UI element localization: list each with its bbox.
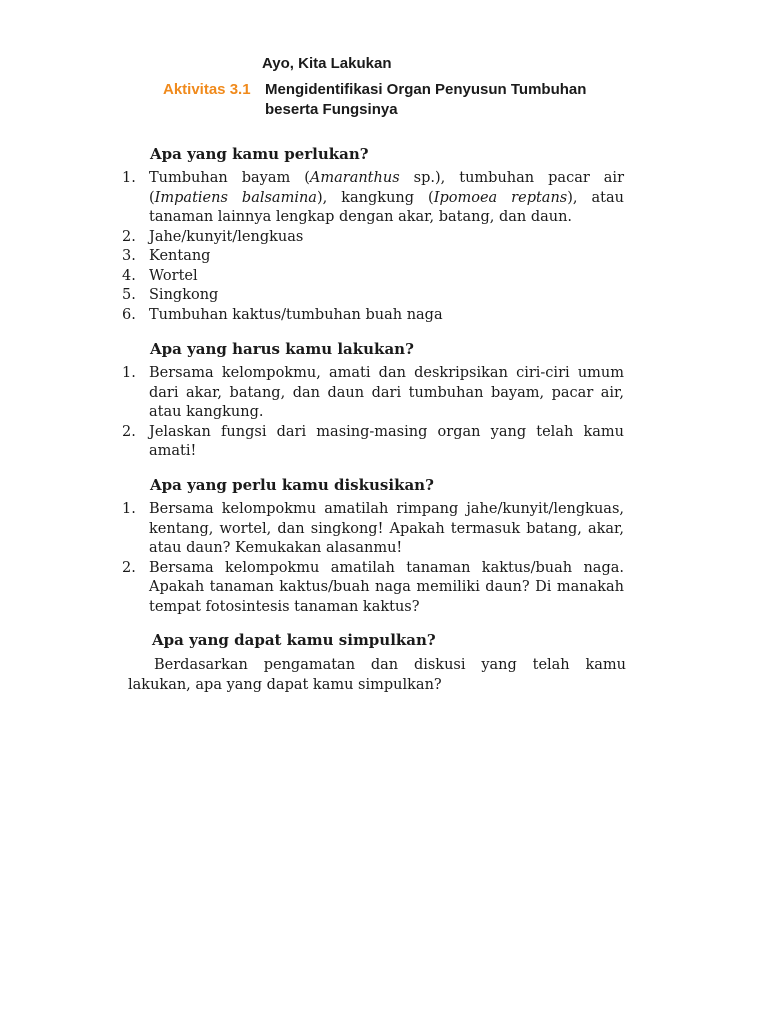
scientific-name: Impatiens balsamina [154,189,317,206]
activity-title: Mengidentifikasi Organ Penyusun Tumbuhan beserta Fungsinya [265,81,587,118]
list-item-number: 2. [122,228,136,245]
list-what-to-do [122,364,624,462]
list-item-text: Jelaskan fungsi dari masing-masing organ yang telah kamu amati! [149,423,624,459]
list-item-text: Bersama kelompokmu, amati dan deskripsikan ciri-ciri umum dari akar, batang, dan daun dari tumbuhan bayam, pacar air, atau kangkung. [149,365,624,420]
list-item-number: 4. [122,267,136,284]
list-item-text: sp.), tumbuhan pacar air ( [149,170,624,206]
list-item-text: Wortel [149,267,198,284]
list-item [122,306,624,326]
list-item-number: 1. [122,170,136,186]
list-item [122,500,624,559]
list-item-text: Singkong [149,287,219,303]
list-item-number: 1. [122,501,136,517]
list-item-text: Bersama kelompokmu amatilah rimpang jahe/kunyit/lengkuas, kentang, wortel, dan singkong! Apakah termasuk batang, akar, atau daun? Kemukakan alasanmu! [149,501,624,556]
heading-what-you-need: Apa yang kamu perlukan? [150,145,369,163]
heading-conclusion: Apa yang dapat kamu simpulkan? [152,631,436,649]
conclusion-paragraph: Berdasarkan pengamatan dan diskusi yang telah kamu lakukan, apa yang dapat kamu simpulkan? [128,657,626,693]
list-discussion [122,500,624,617]
scientific-name: Ipomoea reptans [433,189,568,206]
list-item-text: Kentang [149,248,211,264]
heading-what-to-do: Apa yang harus kamu lakukan? [150,340,414,358]
list-item-number: 2. [122,559,136,576]
list-item-number: 2. [122,423,136,440]
list-item [122,286,624,306]
list-item-text: Bersama kelompokmu amatilah tanaman kaktus/buah naga. Apakah tanaman kaktus/buah naga memiliki daun? Di manakah tempat fotosintesis tanaman kaktus? [149,559,624,615]
list-item [122,228,624,248]
list-item [122,169,624,228]
list-item [122,559,624,618]
section-kicker: Ayo, Kita Lakukan [262,55,392,72]
list-item [122,267,624,287]
list-item [122,247,624,267]
list-item-text: ), kangkung ( [316,189,434,206]
heading-discussion: Apa yang perlu kamu diskusikan? [150,476,434,494]
list-item-number: 6. [122,306,136,323]
list-item-text: Tumbuhan kaktus/tumbuhan buah naga [149,306,443,323]
list-item-number: 1. [122,365,136,381]
list-item-number: 5. [122,287,136,303]
list-item [122,423,624,462]
list-item-text: Tumbuhan bayam ( [149,170,310,186]
list-item-text: Jahe/kunyit/lengkuas [149,228,304,245]
scientific-name: Amaranthus [309,170,400,186]
list-item-number: 3. [122,248,136,264]
activity-label: Aktivitas 3.1 [163,81,251,98]
list-item-text: ), atau tanaman lainnya lengkap dengan akar, batang, dan daun. [149,189,624,225]
list-what-you-need [122,169,624,325]
list-item [122,364,624,423]
